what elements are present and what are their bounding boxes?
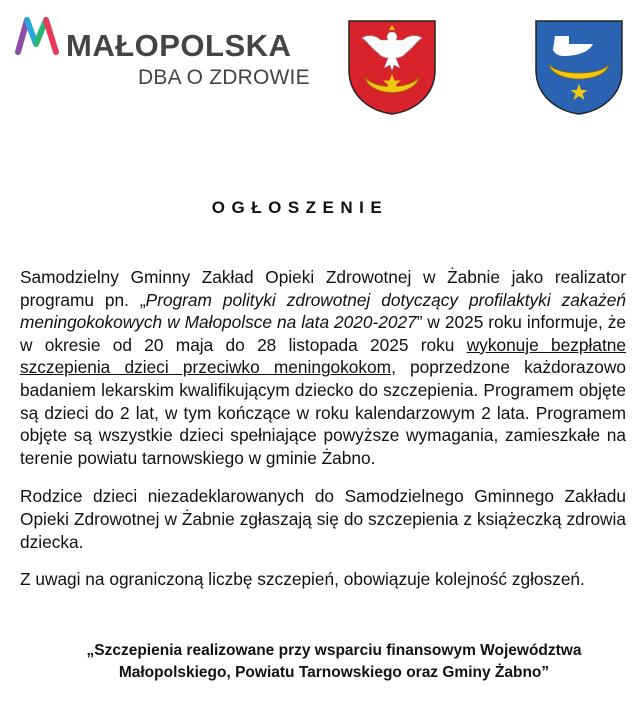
announcement-body (20, 266, 626, 607)
paragraph-1 (20, 266, 626, 469)
gmina-zabno-crest-icon (533, 18, 625, 116)
paragraph-3: Z uwagi na ograniczoną liczbę szczepień, obowiązuje kolejność zgłoszeń. (20, 569, 585, 590)
malopolska-logo (14, 14, 310, 94)
funding-note (44, 640, 624, 684)
funding-note-line-2: Małopolskiego, Powiatu Tarnowskiego oraz Gminy Żabno” (118, 664, 550, 681)
announcement-heading: OGŁOSZENIE (211, 198, 389, 217)
logo-subtitle: DBA O ZDROWIE (138, 66, 310, 89)
powiat-tarnowski-crest-icon (346, 18, 438, 116)
funding-note-line-1: „Szczepienia realizowane przy wsparciu finansowym Województwa (86, 642, 582, 659)
paragraph-1-part-2: ” w 2025 roku informuje, że w okresie od 20 maja do 28 listopada 2025 roku (20, 312, 627, 355)
underlined-vaccination-text: wykonuje bezpłatne szczepienia dzieci przeciwko meningokokom (20, 334, 626, 378)
paragraph-1-part-1: Samodzielny Gminny Zakład Opieki Zdrowotnej w Żabnie jako realizator programu pn. „ (20, 267, 626, 310)
paragraph-1-part-3: , poprzedzone każdorazowo badaniem lekarskim kwalifikującym dziecko do szczepienia. Programem objęte są dzieci do 2 lat, w tym kończące w roku kalendarzowym 2 lata. Programem objęte są wszystkie dzieci spełniające powyższe wymagania, zamieszkałe na terenie powiatu tarnowskiego w gminie Żabno. (20, 357, 626, 468)
malopolska-m-logo-icon (14, 14, 64, 56)
program-name: Program polityki zdrowotnej dotyczący profilaktyki zakażeń meningokokowych w Małopolsce na lata 2020-2027 (20, 289, 626, 333)
logo-title: MAŁOPOLSKA (66, 28, 292, 63)
paragraph-2: Rodzice dzieci niezadeklarowanych do Samodzielnego Gminnego Zakładu Opieki Zdrowotnej w Żabnie zgłaszają się do szczepienia z książeczką zdrowia dziecka. (20, 486, 626, 552)
